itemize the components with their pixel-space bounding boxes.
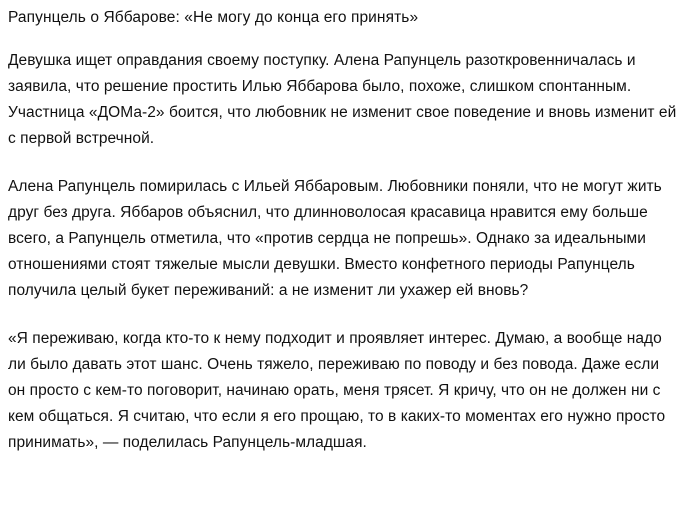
article-paragraph: «Я переживаю, когда кто-то к нему подходит и проявляет интерес. Думаю, а вообще надо ли было давать этот шанс. Очень тяжело, переживаю по поводу и без повода. Даже если он просто с кем-то поговорит, начинаю орать, меня трясет. Я кричу, что он не должен ни с кем общаться. Я считаю, что если я его прощаю, то в каких-то моментах его нужно просто принимать», — поделилась Рапунцель-младшая. xyxy=(8,330,666,451)
article-paragraph: Алена Рапунцель помирилась с Ильей Яббаровым. Любовники поняли, что не могут жить друг без друга. Яббаров объяснил, что длинноволосая красавица нравится ему больше всего, а Рапунцель отметила, что «против сердца не попрешь». Однако за идеальными отношениями стоят тяжелые мысли девушки. Вместо конфетного периоды Рапунцель получила целый букет переживаний: а не изменит ли ухажер ей вновь? xyxy=(8,178,662,299)
page-title: Рапунцель о Яббарове: «Не могу до конца его принять» xyxy=(8,9,419,26)
article-paragraph: Девушка ищет оправдания своему поступку. Алена Рапунцель разоткровенничалась и заявила, что решение простить Илью Яббарова было, похоже, слишком спонтанным. Участница «ДОМа-2» боится, что любовник не изменит свое поведение и вновь изменит ей с первой встречной. xyxy=(8,52,677,147)
